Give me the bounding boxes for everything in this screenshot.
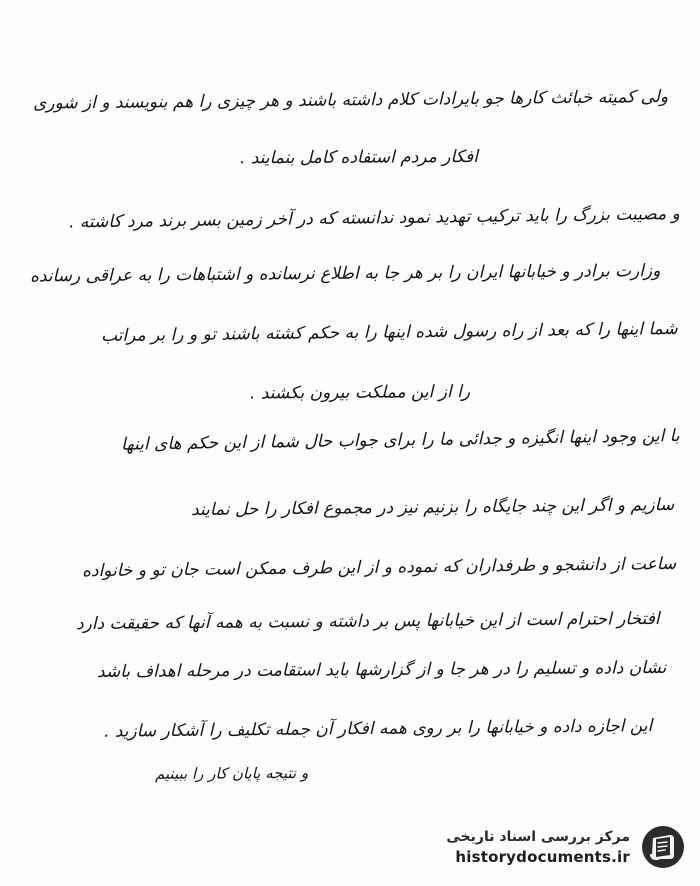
- letter-line: با این وجود اینها انگیزه و جدائی ما را برای جواب حال شما از این حکم های اینها: [121, 426, 681, 455]
- letter-line: ولی کمیته خبائث کارها جو بایرادات کلام داشته باشند و هر چیزی را هم بنویسند و از شوری: [32, 87, 669, 114]
- letter-line: را از این مملکت بیرون بکشند .: [249, 382, 471, 404]
- watermark-text: [446, 827, 630, 867]
- letter-line: سازیم و اگر این چند جایگاه را بزنیم نیز در مجموع افکار را حل نمایند: [190, 495, 675, 521]
- archive-watermark: [446, 818, 686, 876]
- watermark-url: historydocuments.ir: [455, 848, 630, 866]
- letter-line: و مصیبت بزرگ را باید ترکیب تهدید نمود ندانسته که در آخر زمین بسر برند مرد کاشته .: [69, 204, 681, 233]
- letter-line: شما اینها را که بعد از راه رسول شده اینها را به حکم کشته باشند تو و را بر مراتب: [101, 319, 679, 347]
- letter-closing-line: و نتیجه پایان کار را ببینیم: [154, 764, 309, 783]
- letter-line: افتخار احترام است از این خیابانها پس بر داشته و نسبت به همه آنها که حقیقت دارد: [76, 609, 661, 635]
- letter-line: این اجازه داده و خیابانها را بر روی همه افکار آن جمله تکلیف را آشکار سازید .: [103, 716, 653, 742]
- letter-line: نشان داده و تسلیم را در هر جا و از گزارشها باید استقامت در مرحله اهداف باشد: [96, 658, 667, 682]
- letter-line: وزارت برادر و خیابانها ایران را بر هر جا به اطلاع نرسانده و اشتباهات را به عراقی رسانده: [29, 261, 661, 287]
- scroll-logo-icon: [640, 824, 686, 870]
- letter-line: ساعت از دانشجو و طرفداران که نموده و از این طرف ممکن است جان تو و خانواده: [81, 554, 677, 582]
- watermark-title: مرکز بررسی اسناد تاریخی: [446, 829, 630, 845]
- letter-line: افکار مردم استفاده کامل بنمایند .: [240, 147, 479, 169]
